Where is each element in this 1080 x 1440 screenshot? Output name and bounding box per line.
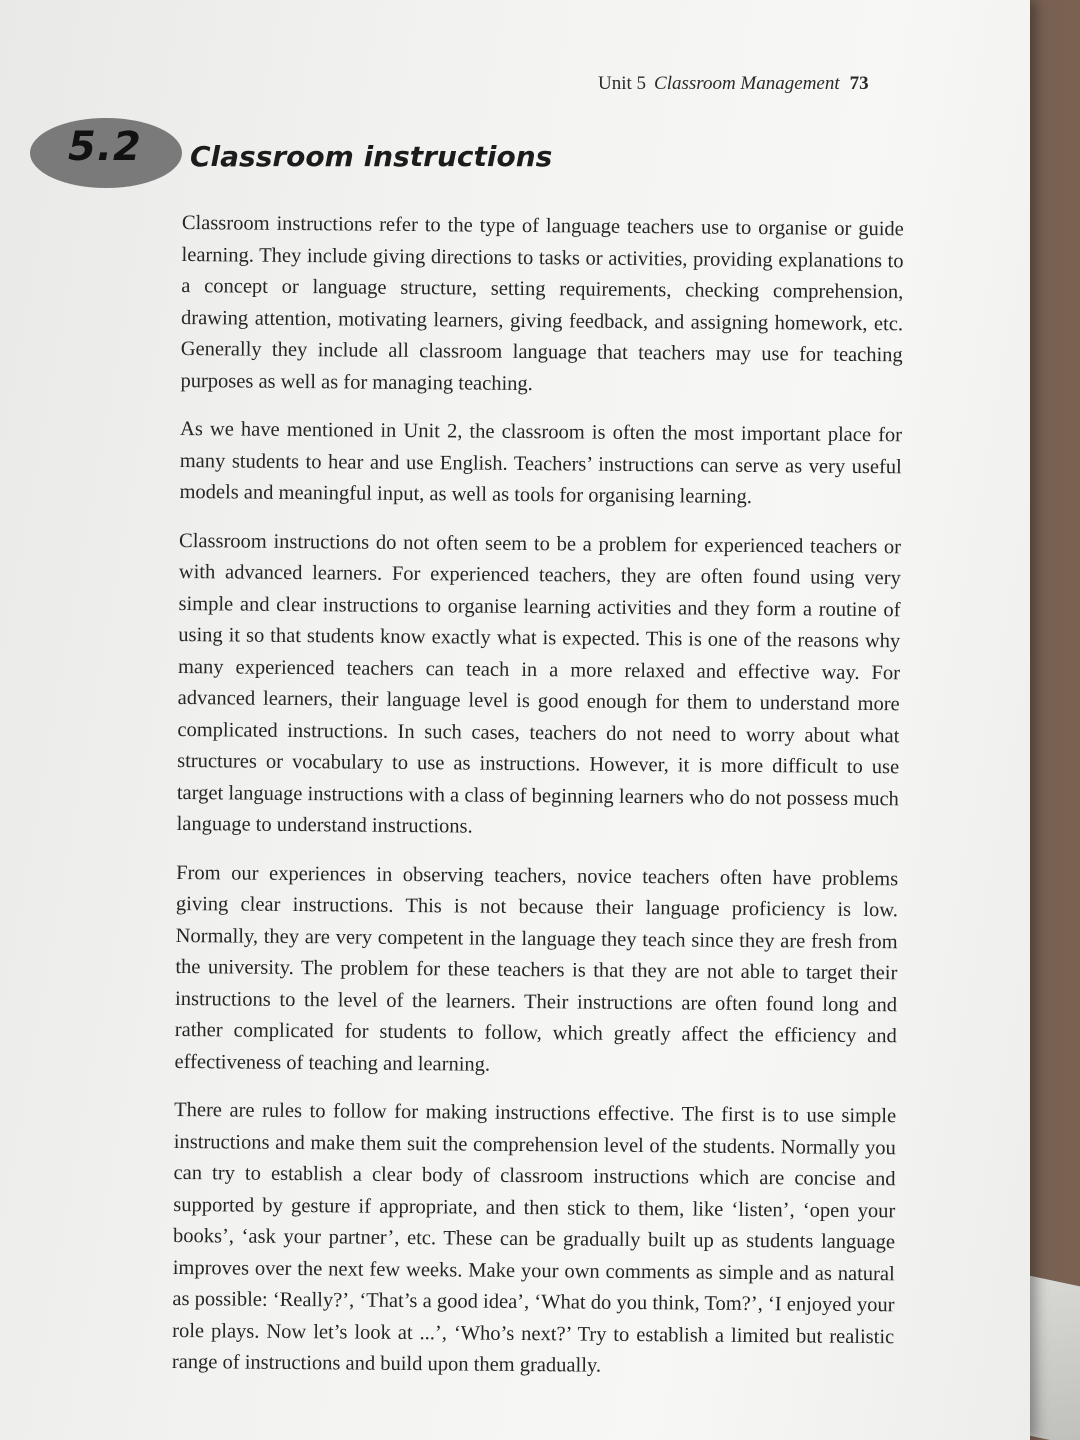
section-title: Classroom instructions: [190, 140, 553, 173]
running-head-title: Classroom Management: [654, 73, 840, 94]
paragraph-3: Classroom instructions do not often seem to be a problem for experienced teachers or with advanced learners. For experienced teachers, they are often found using very simple and clear instructions to organise learning activities and they form a routine of using it so that students know exactly what is expected. This is one of the reasons why many experienced teachers can teach in a more relaxed and effective way. For advanced learners, their language level is good enough for them to understand more complicated instructions. In such cases, teachers do not need to worry about what structures or vocabulary to use as instructions. However, it is more difficult to use target language instructions with a class of beginning learners who do not possess much language to understand instructions.: [176, 529, 902, 838]
paragraph-2: As we have mentioned in Unit 2, the classroom is often the most important place for many students to hear and use English. Teachers’ instructions can serve as very useful models and meaningful input, as well as tools for organising learning.: [179, 417, 903, 508]
body-text: [172, 208, 904, 1402]
paragraph-5: There are rules to follow for making instructions effective. The first is to use simple instructions and make them suit the comprehension level of the students. Normally you can try to establish a clear body of classroom instructions which are concise and supported by gesture if appropriate, and then stick to them, like ‘listen’, ‘open your books’, ‘ask your partner’, etc. These can be gradually built up as students language improves over the next few weeks. Make your own comments as simple and as natural as possible: ‘Really?’, ‘That’s a good idea’, ‘What do you think, Tom?’, ‘I enjoyed your role plays. Now let’s look at ...’, ‘Who’s next?’ Try to establish a limited but realistic range of instructions and build upon them gradually.: [171, 1098, 897, 1377]
paragraph-4: From our experiences in observing teachers, novice teachers often have problems giving clear instructions. This is not because their language proficiency is low. Normally, they are very competent in the language they teach since they are fresh from the university. The problem for these teachers is that they are not able to target their instructions to the level of the learners. Their instructions are often found long and rather complicated for students to follow, which greatly affect the efficiency and effectiveness of teaching and learning.: [174, 861, 899, 1076]
paragraph-1: Classroom instructions refer to the type of language teachers use to organise or guide learning. They include giving directions to tasks or activities, providing explanations to a concept or language structure, setting requirements, checking comprehension, drawing attention, motivating learners, giving feedback, and assigning homework, etc. Generally they include all classroom language that teachers may use for teaching purposes as well as for managing teaching.: [180, 211, 904, 395]
running-head: [598, 73, 869, 95]
section-number: 5.2: [68, 124, 142, 170]
page-number: 73: [849, 73, 869, 94]
running-head-unit: Unit 5: [598, 73, 647, 94]
